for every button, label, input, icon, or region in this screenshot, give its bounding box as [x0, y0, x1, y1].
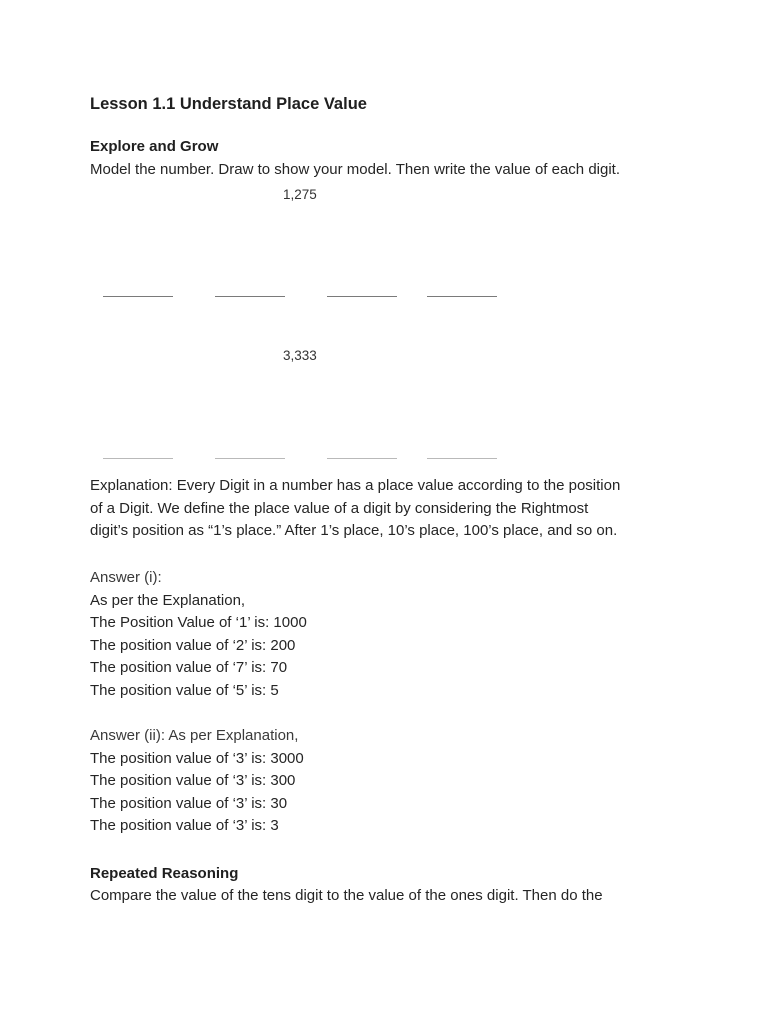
explanation-line: Explanation: Every Digit in a number has a place value according to the position [90, 477, 621, 494]
answer-ii-label: Answer (ii): As per Explanation, [90, 727, 299, 744]
answer-blank[interactable] [103, 296, 173, 297]
answer-line: As per the Explanation, [90, 591, 246, 609]
answer-line: The position value of ‘3’ is: 300 [90, 772, 296, 789]
answer-i-block [90, 567, 690, 702]
answer-line: The position value of ‘7’ is: 70 [90, 659, 288, 676]
answer-blank[interactable] [427, 458, 497, 459]
answer-blank[interactable] [215, 296, 285, 297]
explanation-paragraph [90, 475, 690, 543]
page-title: Lesson 1.1 Understand Place Value [90, 95, 367, 113]
model-number-2: 3,333 [283, 348, 317, 363]
section-heading-explore: Explore and Grow [90, 138, 219, 155]
answer-line: The position value of ‘5’ is: 5 [90, 681, 279, 699]
section-heading-repeated-reasoning: Repeated Reasoning [90, 865, 239, 882]
answer-blank[interactable] [103, 458, 173, 459]
repeated-reasoning-text: Compare the value of the tens digit to the value of the ones digit. Then do the [90, 887, 603, 904]
model-number-1: 1,275 [283, 187, 317, 202]
answer-blank[interactable] [327, 296, 397, 297]
answer-line: The position value of ‘3’ is: 3 [90, 817, 279, 834]
answer-i-label: Answer (i): [90, 569, 162, 586]
explanation-line: digit’s position as “1’s place.” After 1’s place, 10’s place, 100’s place, and so on. [90, 522, 618, 539]
explanation-line: of a Digit. We define the place value of a digit by considering the Rightmost [90, 499, 589, 517]
answer-ii-block [90, 725, 690, 838]
instruction-text: Model the number. Draw to show your model. Then write the value of each digit. [90, 161, 621, 178]
answer-line: The position value of ‘3’ is: 3000 [90, 749, 304, 767]
answer-line: The position value of ‘3’ is: 30 [90, 794, 288, 812]
answer-line: The Position Value of ‘1’ is: 1000 [90, 614, 307, 631]
answer-blank[interactable] [327, 458, 397, 459]
answer-line: The position value of ‘2’ is: 200 [90, 636, 296, 654]
answer-blank[interactable] [215, 458, 285, 459]
answer-blank[interactable] [427, 296, 497, 297]
